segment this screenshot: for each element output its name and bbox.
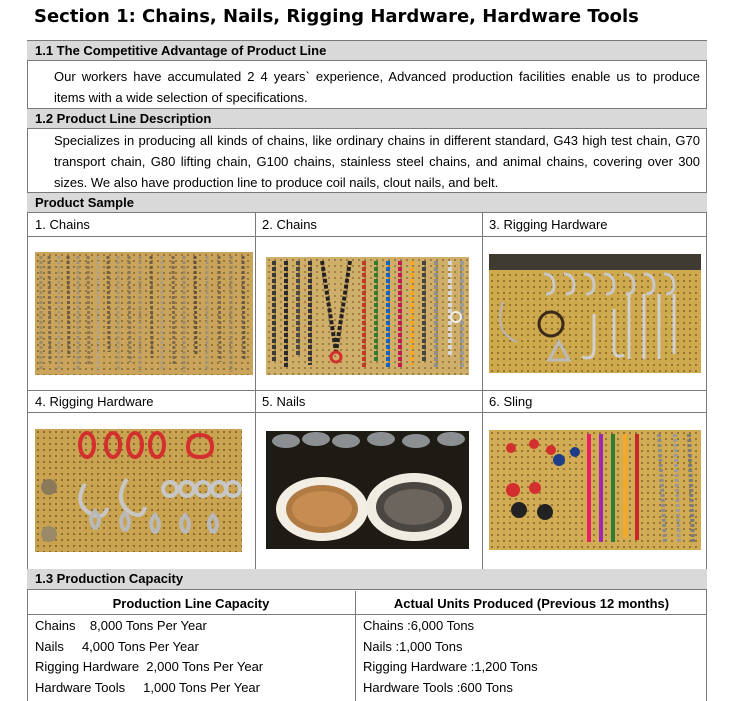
section-title: Section 1: Chains, Nails, Rigging Hardware, Hardware Tools (34, 6, 639, 27)
advantage-paragraph: Our workers have accumulated 2 4 years` experience, Advanced production facilities enable us to produce items with a wide selection of specifications. (54, 69, 700, 105)
grid-divider (27, 236, 707, 237)
capacity-heading: 1.3 Production Capacity (27, 569, 707, 590)
chains-photo-1 (35, 252, 253, 375)
actual-row-4: Hardware Tools :600 Tons (363, 680, 513, 695)
chains-photo-2-image (266, 257, 469, 375)
chains-photo-2 (266, 257, 469, 375)
grid-divider (482, 213, 483, 569)
description-heading: 1.2 Product Line Description (27, 108, 707, 129)
nails-photo (266, 431, 469, 549)
capacity-row-2: Nails 4,000 Tons Per Year (35, 639, 199, 654)
capacity-row-1: Chains 8,000 Tons Per Year (35, 618, 207, 633)
actual-row-1: Chains :6,000 Tons (363, 618, 475, 633)
grid-divider (27, 390, 707, 391)
description-text (34, 130, 700, 193)
samples-heading: Product Sample (27, 192, 707, 213)
rigging-photo-1 (489, 254, 701, 373)
rigging-photo-1-image (489, 254, 701, 373)
actual-row-2: Nails :1,000 Tons (363, 639, 463, 654)
nails-photo-image (266, 431, 469, 549)
rigging-photo-2-image (35, 429, 242, 552)
capacity-row-3: Rigging Hardware 2,000 Tons Per Year (35, 659, 264, 674)
sample-label-6: 6. Sling (489, 394, 533, 409)
grid-divider (255, 213, 256, 569)
advantage-heading: 1.1 The Competitive Advantage of Product Line (27, 40, 707, 61)
capacity-col1-header: Production Line Capacity (112, 596, 270, 611)
chains-photo-1-image (35, 252, 253, 375)
sample-label-4: 4. Rigging Hardware (35, 394, 154, 409)
sample-label-5: 5. Nails (262, 394, 306, 409)
sample-label-3: 3. Rigging Hardware (489, 217, 608, 232)
table-divider (27, 614, 707, 615)
rigging-photo-2 (35, 429, 242, 552)
capacity-col2-header: Actual Units Produced (Previous 12 months) (393, 596, 670, 611)
grid-divider (27, 412, 707, 413)
capacity-row-4: Hardware Tools 1,000 Tons Per Year (35, 680, 260, 695)
sling-photo-image (489, 430, 701, 550)
sample-label-1: 1. Chains (35, 217, 90, 232)
advantage-text (34, 66, 700, 108)
actual-row-3: Rigging Hardware :1,200 Tons (363, 659, 538, 674)
sling-photo (489, 430, 701, 550)
sample-label-2: 2. Chains (262, 217, 317, 232)
description-paragraph: Specializes in producing all kinds of chains, like ordinary chains in different standard, G43 high test chain, G70 transport chain, G80 lifting chain, G100 chains, stainless steel chains, and animal chains, covering over 300 sizes. We also have production line to produce coil nails, clout nails, and belt. (54, 133, 700, 190)
